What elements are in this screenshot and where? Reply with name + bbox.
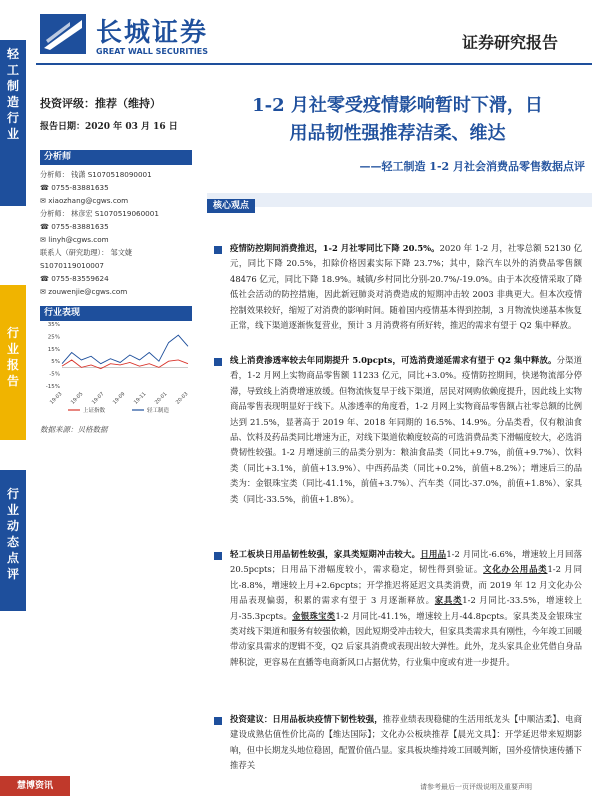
- y-tick-label: 25%: [47, 334, 60, 341]
- paragraph-online: [230, 353, 582, 507]
- sidebar-char: 轻: [6, 47, 19, 61]
- sidebar-char: 业: [6, 342, 19, 356]
- y-tick-label: 15%: [47, 346, 60, 353]
- analyst-line: S1070119010007: [40, 261, 105, 270]
- paragraph-body: 1-2 月同比-8.8%，增速较上月+2.6pcpts；开学推迟将延迟文具类消费，而 2019 年 12 月文化办公用品表现偏弱，积累的需求有望于 3 月逐渐释放。: [230, 564, 582, 606]
- sidebar-char: 造: [6, 95, 19, 109]
- sidebar-char: 行: [6, 111, 19, 125]
- x-tick-label: 19-07: [90, 391, 106, 406]
- legend-label: 轻工制造: [147, 408, 170, 414]
- x-tick-label: 19-11: [132, 391, 148, 406]
- sidebar-char: 报: [6, 358, 19, 372]
- paragraph-investment: [230, 712, 582, 770]
- sidebar-category-report: [0, 285, 26, 440]
- bullet-icon: [214, 552, 222, 560]
- footer-disclaimer: 请参考最后一页评级说明及重要声明: [420, 783, 532, 791]
- paragraph-body: 推荐业绩表现稳健的生活用纸龙头【中顺洁柔】、电商建设成熟估值性价比高的【维达国际】；文化办公板块推荐【晨光文具】：开学延迟带来短期影响，但中长期龙头地位稳固，配置价值凸显。家具板块维持竣工回暖判断，国外疫情快速传播下推荐关: [230, 714, 582, 770]
- sidebar-char: 业: [6, 503, 19, 517]
- report-date: 报告日期：2020 年 03 月 16 日: [40, 122, 178, 132]
- header-divider: [36, 63, 592, 65]
- paragraph-light-industry: [230, 547, 582, 670]
- sidebar-category-industry: [0, 40, 26, 206]
- sidebar-char: 行: [6, 487, 19, 501]
- company-logo-icon: [40, 14, 86, 54]
- report-title-line2: 用品韧性强推荐洁柔、维达: [289, 123, 506, 144]
- x-tick-label: 20-01: [153, 391, 169, 406]
- industry-performance-header: 行业表现: [40, 306, 192, 321]
- data-source: 数据来源：贝格数据: [40, 425, 108, 434]
- sidebar: [0, 0, 26, 800]
- category-office: 文化办公用品类: [483, 564, 548, 575]
- paragraph-body: 分渠道看，1-2 月网上实物商品零售额 11233 亿元，同比+3.0%。疫情防控期间，快递物流部分停滞，导致线上消费增速放缓。但物流恢复早于线下渠道，居民对网购依赖度提升，因此线上实物商品零售表现明显好于线下。从渗透率的角度看，1-2 月网上实物商品零售额占社零总额的比例达到 21.5%，显著高于 2019 年、2018 年同期的 16.5%、14.9%。分品类看，仅有粮油食品、饮料及药品类同比增速为正，对线下渠道依赖度较高的可选消费品类下滑幅度较大，必选消费韧性较强。1-2 月增速前三的品类分别为：粮油食品类（同比+9.7%，前值+9.7%）、饮料类（同比+3.1%，前值+13.9%）、中西药品类（同比+0.2%，前值+8.2%）；增速后三的品类为：金银珠宝类（同比-41.1%，前值+3.7%）、汽车类（同比-37.0%，前值+1.8%）、家具类（同比-33.5%，前值+1.8%）。: [230, 355, 582, 504]
- logo-english-name: GREAT WALL SECURITIES: [96, 47, 209, 56]
- bullet-icon: [214, 246, 222, 254]
- logo-chinese-name: 长城证券: [96, 18, 209, 48]
- paragraph-body: 2020 年 1-2 月，社零总额 52130 亿元，同比下降 20.5%，扣除价格因素实际下降 23.7%；其中，除汽车以外的消费品零售额 48476 亿元，同比下降 18.9%。城镇/乡村同比分别-20.7%/-19.0%。由于本次疫情采取了降低社会活动的防控措施，因此新冠肺炎对消费造成的短期冲击较 2003 非典更大。但本次疫情控制效果较好，缩短了对消费的影响时间。随着国内疫情基本得到控制，3 月物流快递基本恢复正常，线下渠道逐渐恢复营业，预计 3 月消费将有所好转，推迟的需求有望于 Q2 集中释放。: [230, 243, 582, 331]
- x-tick-label: 19-09: [111, 391, 127, 406]
- analyst-line: 分析师： 林彦宏 S1070519060001: [40, 209, 159, 218]
- legend-label: 上证指数: [83, 408, 106, 414]
- report-title-line1: 1-2 月社零受疫情影响暂时下滑，日: [252, 95, 543, 116]
- footer-brand: 慧博资讯: [0, 776, 70, 796]
- category-jewelry: 金银珠宝类: [292, 610, 336, 621]
- x-tick-label: 19-05: [69, 391, 85, 406]
- paragraph-lead: 疫情防控期间消费推迟，1-2 月社零同比下降 20.5%。: [230, 243, 440, 253]
- paragraph-body: 1-2 月同比-33.5%，增速较上月-35.3pcpts。: [230, 595, 583, 621]
- analyst-line: ✉ linyh@cgws.com: [40, 235, 109, 244]
- y-tick-label: 35%: [47, 322, 60, 328]
- analyst-line: ✉ xiaozhang@cgws.com: [40, 196, 129, 205]
- sidebar-char: 点: [6, 551, 19, 565]
- analyst-line: ☎ 0755-83881635: [40, 222, 109, 231]
- industry-performance-chart: [40, 320, 192, 416]
- x-tick-label: 19-03: [48, 391, 64, 406]
- series-line-2: [62, 335, 188, 364]
- report-subtitle: ——轻工制造 1-2 月社会消费品零售数据点评: [359, 160, 585, 173]
- bullet-icon: [214, 717, 222, 725]
- investment-rating: 投资评级：推荐（维持）: [40, 97, 161, 110]
- sidebar-char: 评: [6, 567, 19, 581]
- x-tick-label: 20-03: [174, 391, 190, 406]
- sidebar-char: 工: [6, 63, 19, 77]
- y-tick-label: -15%: [45, 384, 60, 390]
- category-furniture: 家具类: [434, 595, 463, 606]
- analyst-list: [40, 168, 192, 298]
- paragraph-lead: 轻工板块日用品韧性较强，家具类短期冲击较大。: [230, 549, 421, 559]
- y-tick-label: 5%: [51, 359, 60, 366]
- core-view-label: 核心观点: [207, 199, 255, 213]
- y-tick-label: -5%: [49, 371, 60, 378]
- paragraph-lead: 线上消费渗透率较去年同期提升 5.0pcpts，可选消费递延需求有望于 Q2 集中释放。: [230, 355, 557, 365]
- core-view-header: [207, 193, 592, 211]
- sidebar-char: 态: [6, 535, 19, 549]
- paragraph-body: 1-2 月同比-41.1%，增速较上月-44.8pcpts。家具类及金银珠宝类对线下渠道和服务有较强依赖，因此短期受冲击较大，但家具类需求具有刚性，今年竣工回暖带动家具需求的逻辑不变，Q2 后家具消费或表现出较大弹性。此外，龙头家具企业凭借自身品牌积淀，更容易在直播等电商新风口占据优势，行业集中度或有进一步提升。: [230, 610, 582, 667]
- analyst-line: ✉ zouwenjie@cgws.com: [40, 287, 128, 296]
- report-type: 证券研究报告: [462, 33, 559, 52]
- category-daily-goods: 日用品: [420, 549, 447, 559]
- sidebar-category-comment: [0, 470, 26, 611]
- sidebar-char: 告: [6, 374, 19, 388]
- paragraph-lead: 投资建议：日用品板块疫情下韧性较强，: [230, 714, 383, 724]
- sidebar-char: 动: [6, 519, 19, 533]
- analyst-line: 分析师： 钱潇 S1070518090001: [40, 170, 152, 179]
- analyst-line: ☎ 0755-83559624: [40, 274, 109, 283]
- paragraph-consumption: [230, 241, 582, 333]
- bullet-icon: [214, 358, 222, 366]
- sidebar-char: 行: [6, 326, 19, 340]
- sidebar-char: 制: [6, 79, 19, 93]
- analyst-line: ☎ 0755-83881635: [40, 183, 109, 192]
- sidebar-char: 业: [6, 127, 19, 141]
- analysts-section-header: 分析师: [40, 150, 192, 165]
- analyst-line: 联系人（研究助理）： 邹文婕: [40, 248, 133, 257]
- paragraph-body: 1-2 月同比-6.6%，增速较上月回落 20.5pcpts；日用品下滑幅度较小，需求稳定，韧性得到验证。: [230, 549, 583, 575]
